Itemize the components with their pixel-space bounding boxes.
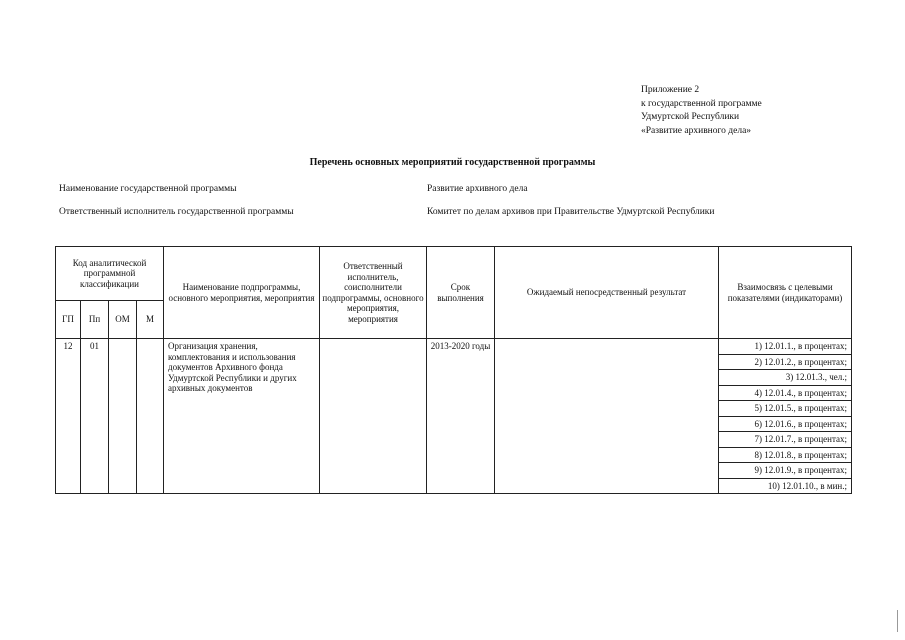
indicator-item: 4) 12.01.4., в процентах;: [719, 386, 851, 402]
header-term-label: Срок выполнения: [437, 282, 484, 303]
document-title: Перечень основных мероприятий государственной программы: [309, 157, 596, 168]
appendix-line: к государственной программе: [641, 98, 762, 109]
indicator-item: 6) 12.01.6., в процентах;: [719, 417, 851, 433]
header-pp: Пп: [81, 301, 109, 339]
header-m: М: [137, 301, 164, 339]
cell-name: Организация хранения, комплектования и использования документов Архивного фонда Удмуртской Республики и других архивных документов: [164, 339, 320, 494]
header-name: [164, 247, 320, 339]
cell-executor: [320, 339, 427, 494]
indicator-item: 2) 12.01.2., в процентах;: [719, 355, 851, 371]
indicator-item: 7) 12.01.7., в процентах;: [719, 432, 851, 448]
scan-edge-mark: [897, 610, 898, 632]
indicator-item: 10) 12.01.10., в мин.;: [767, 480, 847, 491]
appendix-line: «Развитие архивного дела»: [641, 125, 752, 136]
measures-table: [55, 246, 852, 494]
appendix-block: [641, 84, 762, 138]
program-value: Развитие архивного дела: [427, 184, 528, 194]
cell-indicators: [719, 339, 852, 494]
cell-gp: 12: [56, 339, 81, 494]
header-code-group-label: Код аналитической программной классификации: [72, 257, 147, 289]
indicator-item: 3) 12.01.3., чел.;: [719, 370, 851, 386]
executor-value: Комитет по делам архивов при Правительстве Удмуртской Республики: [427, 207, 715, 217]
header-name-label: Наименование подпрограммы, основного мероприятия, мероприятия: [168, 282, 315, 303]
indicator-item: 1) 12.01.1., в процентах;: [719, 339, 851, 355]
header-result-label: Ожидаемый непосредственный результат: [526, 287, 687, 298]
cell-om: [109, 339, 137, 494]
indicator-item: 9) 12.01.9., в процентах;: [719, 463, 851, 479]
appendix-line: Удмуртской Республики: [641, 112, 740, 122]
header-indicators: [719, 247, 852, 339]
header-term: [427, 247, 495, 339]
indicator-item: 8) 12.01.8., в процентах;: [719, 448, 851, 464]
header-code-group: [56, 247, 164, 301]
program-label: Наименование государственной программы: [59, 184, 237, 194]
header-result: [495, 247, 719, 339]
appendix-line: Приложение 2: [641, 85, 700, 95]
header-gp: ГП: [56, 301, 81, 339]
header-executor-label: Ответственный исполнитель, соисполнители подпрограммы, основного мероприятия, мероприятия: [322, 261, 424, 324]
cell-result: [495, 339, 719, 494]
table-row: [56, 339, 852, 494]
header-om: ОМ: [109, 301, 137, 339]
header-indicators-label: Взаимосвязь с целевыми показателями (индикаторами): [727, 282, 843, 303]
executor-label: Ответственный исполнитель государственной программы: [59, 207, 294, 217]
header-executor: [320, 247, 427, 339]
indicator-item: 5) 12.01.5., в процентах;: [719, 401, 851, 417]
cell-term: 2013-2020 годы: [427, 339, 495, 494]
cell-pp: 01: [81, 339, 109, 494]
cell-m: [137, 339, 164, 494]
